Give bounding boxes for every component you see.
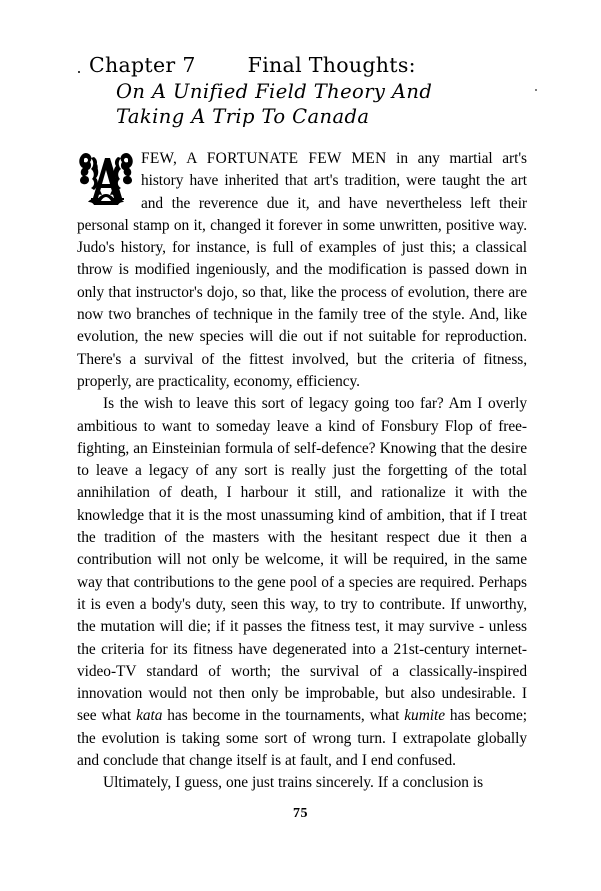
paragraph-first-text: in any martial art's history have inherited that art's tradition, were taught the art and the reverence due it, and have nevertheless left their personal stamp on it, changed it forever in some unwritten, positive way. Judo's history, for instance, is full of examples of just this; a classical throw is modified ingeniously, and the modification is passed down in only that instructor's dojo, so that, like the process of evolution, there are now two branches of technique in the family tree of the style. And, like evolution, the new species will die out if not suitable for reproduction. There's a survival of the fittest involved, but the criteria of fitness, properly, are practicality, economy, efficiency. xyxy=(77,150,527,390)
paragraph-second-part-1: Is the wish to leave this sort of legacy going too far? Am I overly ambitious to want to someday leave a kind of Fonsbury Flop of free-fighting, an Einsteinian formula of self-defence? Knowing that the desire to leave a legacy of any sort is really just the forgetting of the total annihilation of death, I harbour it still, and rationalize it with the knowledge that it is the most unassuming kind of ambition, that if I treat the tradition of the masters with the hesitant respect due it then a contribution will not only be welcome, it will be required, in the same way that contributions to the gene pool of a species are required. Perhaps it is even a body's duty, seen this way, to try to contribute. If unworthy, the mutation will die; if it passes the fitness test, it may survive - unless the criteria for its fitness have degenerated into a 21st-century internet-video-TV standard of worth; the survival of a classically-inspired innovation would not then only be improbable, but also undesirable. I see what xyxy=(77,395,527,725)
paragraph-first xyxy=(77,148,527,393)
chapter-label: Chapter 7 xyxy=(89,53,196,77)
chapter-title-line-2: On A Unified Field Theory And xyxy=(116,80,433,103)
opening-small-caps: FEW, A FORTUNATE FEW MEN xyxy=(141,150,387,167)
paragraph-second-part-3: has become; the evolution is taking some sort of wrong turn. I extrapolate globally and conclude that change itself is at fault, and I end confused. xyxy=(77,707,527,770)
chapter-title-line-1: Final Thoughts: xyxy=(247,53,416,77)
chapter-heading xyxy=(77,52,527,129)
page-number: 75 xyxy=(293,806,308,821)
ornamental-initial-capital-icon xyxy=(77,150,135,208)
chapter-title-line-3: Taking A Trip To Canada xyxy=(116,105,370,128)
body-text-column xyxy=(77,148,527,795)
scan-speck-edge xyxy=(535,89,537,91)
paragraph-third: Ultimately, I guess, one just trains sincerely. If a conclusion is xyxy=(103,774,484,792)
chapter-heading-line-1 xyxy=(77,52,527,78)
paragraph-second xyxy=(77,393,527,772)
foreign-term-kumite: kumite xyxy=(404,707,446,725)
foreign-term-kata: kata xyxy=(136,707,163,725)
paragraph-second-part-2: has become in the tournaments, what xyxy=(162,707,405,725)
